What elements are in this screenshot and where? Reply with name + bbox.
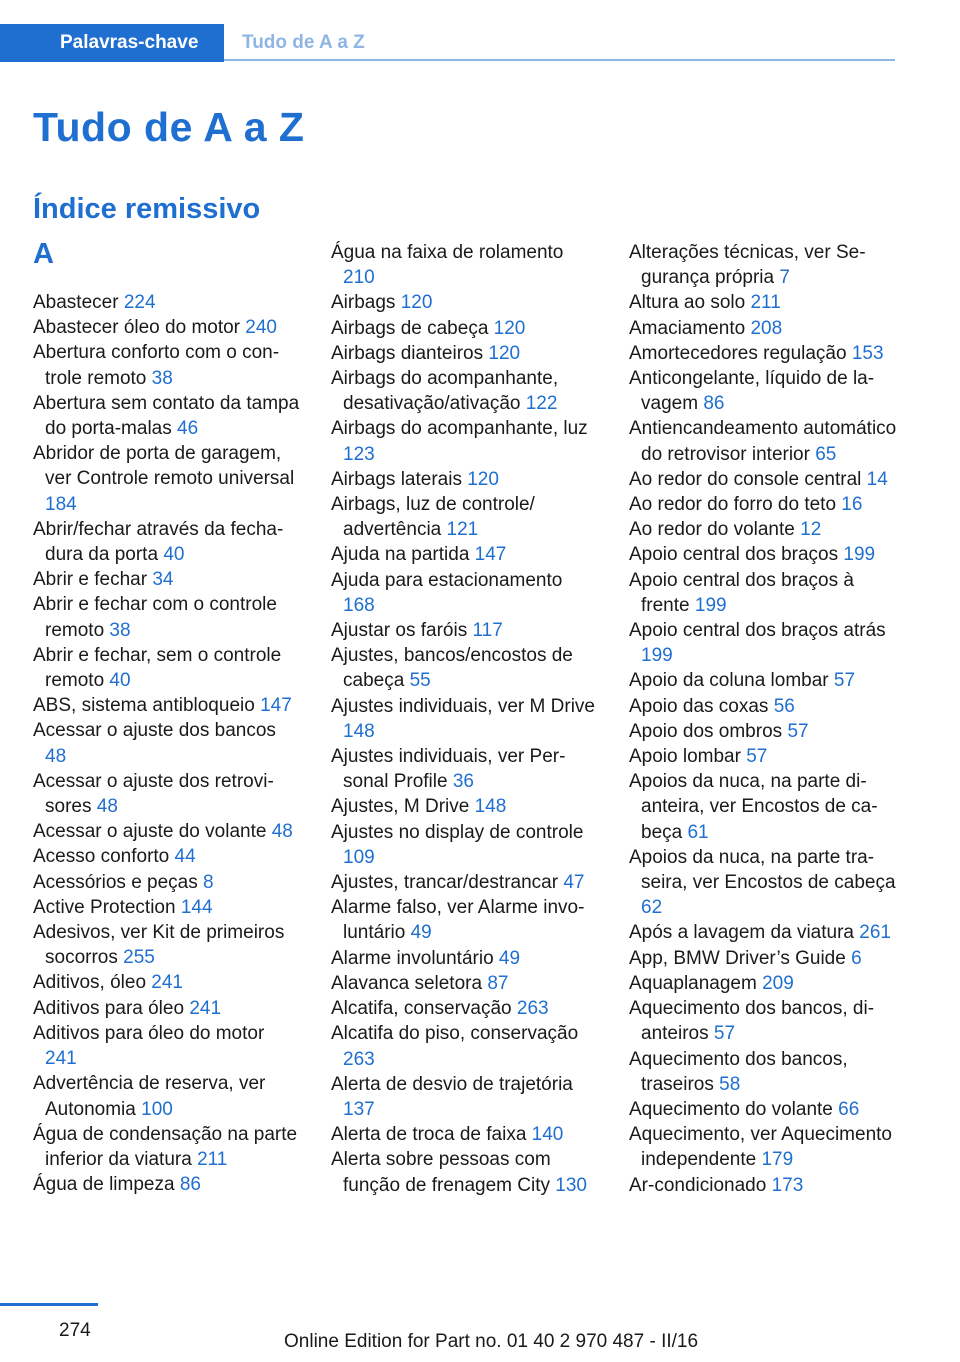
- edition-text: Online Edition for Part no. 01 40 2 970 487 - II/16: [284, 1331, 699, 1352]
- index-entry[interactable]: [629, 1047, 897, 1097]
- index-entry[interactable]: [629, 366, 897, 416]
- entry-page-link[interactable]: 120: [493, 317, 526, 339]
- entry-page-link[interactable]: 38: [151, 367, 173, 389]
- index-entry[interactable]: [331, 1072, 599, 1122]
- entry-term: Airbags de cabeça: [331, 317, 489, 339]
- entry-term: Ao redor do volante: [629, 519, 795, 541]
- index-entry[interactable]: [331, 240, 599, 290]
- entry-term: Abastecer óleo do motor: [33, 317, 241, 339]
- index-entry[interactable]: [629, 996, 897, 1046]
- entry-term: Aditivos para óleo do motor: [33, 1022, 265, 1044]
- entry-page-link[interactable]: 224: [123, 292, 156, 313]
- index-entry[interactable]: [33, 441, 301, 517]
- index-entry[interactable]: [331, 618, 599, 643]
- entry-term: Airbags: [331, 292, 396, 314]
- entry-term: Apoios da nuca, na parte traseira, ver Encostos de cabeça: [629, 846, 896, 894]
- index-entry[interactable]: [629, 1173, 897, 1198]
- entry-page-link[interactable]: 140: [531, 1124, 564, 1146]
- page-title: Tudo de A a Z: [33, 104, 305, 150]
- index-entry[interactable]: [331, 416, 599, 466]
- header-tab-bar: [0, 24, 895, 62]
- entry-page-link[interactable]: 6: [851, 947, 862, 969]
- index-entry[interactable]: [331, 366, 599, 416]
- entry-term: Aditivos, óleo: [33, 972, 147, 994]
- entry-term: Alerta sobre pessoas com função de frenagem City: [331, 1149, 551, 1196]
- entry-term: Ajustar os faróis: [331, 620, 468, 642]
- index-entry[interactable]: [629, 1122, 897, 1172]
- entry-term: ABS, sistema antibloqueio: [33, 695, 255, 717]
- entry-page-link[interactable]: 40: [163, 544, 185, 566]
- tab-tudo-de-a-a-z[interactable]: Tudo de A a Z: [242, 32, 365, 53]
- entry-page-link[interactable]: 261: [859, 922, 891, 944]
- index-entry[interactable]: [33, 517, 301, 567]
- entry-page-link[interactable]: 168: [343, 594, 375, 616]
- entry-page-link[interactable]: 12: [800, 519, 822, 541]
- entry-term: Acessar o ajuste dos bancos: [33, 720, 276, 742]
- entry-term: Abridor de porta de garagem, ver Controle remoto universal: [33, 443, 295, 490]
- index-entry[interactable]: [33, 1071, 301, 1121]
- entry-page-link[interactable]: 40: [109, 670, 131, 692]
- header-divider: [224, 59, 895, 61]
- index-entry[interactable]: [629, 668, 897, 693]
- entry-term: Antiencandeamento automático do retrovisor interior: [629, 418, 897, 465]
- index-entry[interactable]: [33, 1021, 301, 1071]
- index-entry[interactable]: [33, 895, 301, 920]
- index-entry[interactable]: [33, 643, 301, 693]
- entry-term: Abrir e fechar com o controle remoto: [33, 594, 277, 641]
- entry-term: Acessar o ajuste do volante: [33, 821, 267, 843]
- entry-term: Aquaplanagem: [629, 972, 757, 994]
- entry-page-link[interactable]: 210: [343, 267, 375, 289]
- entry-term: Água na faixa de rolamento: [331, 242, 564, 263]
- entry-page-link[interactable]: 147: [260, 695, 292, 717]
- entry-page-link[interactable]: 179: [761, 1149, 794, 1171]
- entry-term: Abrir e fechar: [33, 569, 148, 591]
- entry-term: Após a lavagem da viatura: [629, 922, 854, 944]
- entry-term: Apoio da coluna lombar: [629, 670, 829, 692]
- entry-page-link[interactable]: 38: [109, 619, 131, 641]
- index-entry[interactable]: [33, 391, 301, 441]
- index-entry[interactable]: [331, 946, 599, 971]
- index-entry[interactable]: [331, 744, 599, 794]
- entry-term: Alarme falso, ver Alarme involuntário: [331, 897, 585, 944]
- entry-term: Apoio central dos braços à frente: [629, 569, 854, 616]
- entry-page-link[interactable]: 56: [773, 695, 795, 717]
- entry-page-link[interactable]: 153: [851, 342, 884, 364]
- entry-term: Alerta de troca de faixa: [331, 1124, 527, 1146]
- index-entry[interactable]: [33, 693, 301, 718]
- entry-term: Ajustes no display de controle: [331, 821, 584, 843]
- entry-term: Água de condensação na parte inferior da viatura: [33, 1123, 298, 1170]
- index-entry[interactable]: [33, 340, 301, 390]
- index-column-1: [33, 290, 301, 1197]
- entry-page-link[interactable]: 49: [498, 947, 521, 969]
- index-entry[interactable]: [629, 920, 897, 945]
- entry-page-link[interactable]: 57: [833, 670, 856, 692]
- index-entry[interactable]: [33, 844, 301, 869]
- entry-term: Ajuda para estacionamento: [331, 569, 563, 591]
- index-entry[interactable]: [33, 996, 301, 1021]
- entry-term: Abertura sem contato da tampa do porta-malas: [33, 392, 300, 440]
- index-entry[interactable]: [629, 492, 897, 517]
- index-entry[interactable]: [33, 567, 301, 592]
- entry-term: Alavanca seletora: [331, 972, 483, 994]
- entry-term: Alcatifa do piso, conservação: [331, 1023, 579, 1045]
- entry-term: Apoio central dos braços: [629, 544, 839, 566]
- index-entry[interactable]: [629, 744, 897, 769]
- entry-term: Apoios da nuca, na parte dianteira, ver Encostos de cabeça: [629, 771, 878, 843]
- index-entry[interactable]: [331, 542, 599, 567]
- entry-page-link[interactable]: 55: [409, 670, 431, 692]
- entry-term: Apoio dos ombros: [629, 720, 783, 742]
- entry-page-link[interactable]: 199: [843, 544, 876, 566]
- entry-page-link[interactable]: 209: [762, 972, 794, 994]
- entry-term: Ao redor do console central: [629, 468, 862, 490]
- entry-page-link[interactable]: 57: [713, 1023, 736, 1045]
- entry-page-link[interactable]: 121: [446, 519, 479, 541]
- entry-page-link[interactable]: 240: [245, 317, 277, 339]
- entry-page-link[interactable]: 120: [467, 468, 499, 490]
- entry-term: Airbags do acompanhante, luz: [331, 418, 588, 440]
- entry-term: Ajustes, trancar/destrancar: [331, 872, 559, 894]
- entry-page-link[interactable]: 130: [555, 1174, 587, 1196]
- index-entry[interactable]: [629, 341, 897, 366]
- entry-term: Ao redor do forro do teto: [629, 494, 837, 516]
- entry-page-link[interactable]: 241: [45, 1048, 77, 1070]
- index-entry[interactable]: [331, 971, 599, 996]
- index-entry[interactable]: [629, 1097, 897, 1122]
- entry-term: Aquecimento dos bancos, dianteiros: [629, 998, 875, 1045]
- index-entry[interactable]: [629, 316, 897, 341]
- entry-term: Ajuda na partida: [331, 544, 470, 566]
- entry-page-link[interactable]: 48: [45, 745, 67, 767]
- index-entry[interactable]: [629, 694, 897, 719]
- entry-term: Abastecer: [33, 292, 119, 313]
- entry-page-link[interactable]: 241: [189, 997, 222, 1019]
- entry-page-link[interactable]: 57: [746, 746, 768, 768]
- index-entry[interactable]: [331, 870, 599, 895]
- index-entry[interactable]: [331, 341, 599, 366]
- index-column-3: [629, 240, 897, 1198]
- entry-page-link[interactable]: 263: [343, 1048, 375, 1070]
- entry-term: Apoio central dos braços atrás: [629, 620, 886, 642]
- entry-page-link[interactable]: 49: [410, 922, 432, 944]
- entry-page-link[interactable]: 16: [841, 494, 863, 516]
- index-entry[interactable]: [331, 820, 599, 870]
- index-entry[interactable]: [331, 467, 599, 492]
- index-entry[interactable]: [33, 1172, 301, 1197]
- entry-page-link[interactable]: 58: [719, 1073, 741, 1095]
- entry-term: Advertência de reserva, ver Autonomia: [33, 1073, 266, 1120]
- entry-page-link[interactable]: 65: [815, 443, 837, 465]
- entry-page-link[interactable]: 120: [488, 342, 521, 364]
- entry-page-link[interactable]: 87: [487, 972, 509, 994]
- entry-term: Airbags laterais: [331, 468, 462, 490]
- index-entry[interactable]: [629, 290, 897, 315]
- entry-page-link[interactable]: 147: [474, 544, 507, 566]
- index-entry[interactable]: [331, 1122, 599, 1147]
- index-entry[interactable]: [629, 416, 897, 466]
- index-entry[interactable]: [629, 568, 897, 618]
- entry-page-link[interactable]: 47: [563, 872, 585, 894]
- entry-term: Abrir e fechar, sem o controle remoto: [33, 644, 282, 692]
- index-entry[interactable]: [33, 315, 301, 340]
- index-entry[interactable]: [33, 1122, 301, 1172]
- entry-term: Apoio das coxas: [629, 695, 769, 717]
- entry-page-link[interactable]: 57: [787, 720, 809, 742]
- index-entry[interactable]: [331, 1021, 599, 1071]
- entry-page-link[interactable]: 263: [516, 998, 549, 1020]
- index-entry[interactable]: [629, 517, 897, 542]
- entry-term: Alerta de desvio de trajetória: [331, 1073, 573, 1095]
- entry-page-link[interactable]: 208: [750, 317, 783, 339]
- entry-term: Água de limpeza: [33, 1174, 175, 1196]
- index-entry[interactable]: [33, 819, 301, 844]
- entry-term: Acessórios e peças: [33, 871, 198, 893]
- index-column-2: [331, 240, 599, 1198]
- index-entry[interactable]: [33, 718, 301, 768]
- index-entry[interactable]: [629, 467, 897, 492]
- entry-term: Airbags dianteiros: [331, 342, 484, 364]
- entry-term: App, BMW Driver’s Guide: [629, 947, 846, 969]
- entry-page-link[interactable]: 61: [687, 821, 709, 843]
- index-entry[interactable]: [629, 946, 897, 971]
- index-entry[interactable]: [33, 592, 301, 642]
- index-entry[interactable]: [331, 895, 599, 945]
- index-entry[interactable]: [331, 694, 599, 744]
- index-entry[interactable]: [629, 240, 897, 290]
- entry-term: Ajustes individuais, ver Personal Profile: [331, 746, 566, 793]
- entry-page-link[interactable]: 48: [271, 821, 293, 843]
- entry-page-link[interactable]: 48: [96, 796, 118, 818]
- index-entry[interactable]: [331, 643, 599, 693]
- entry-term: Adesivos, ver Kit de primeiros socorros: [33, 922, 285, 969]
- entry-term: Ar-condicionado: [629, 1174, 767, 1196]
- footer-rule: [0, 1303, 98, 1306]
- entry-page-link[interactable]: 122: [525, 393, 558, 415]
- entry-term: Amaciamento: [629, 317, 746, 339]
- entry-page-link[interactable]: 36: [452, 771, 474, 793]
- entry-page-link[interactable]: 44: [174, 846, 196, 868]
- entry-page-link[interactable]: 86: [703, 393, 725, 415]
- index-entry[interactable]: [33, 970, 301, 995]
- entry-page-link[interactable]: 8: [203, 871, 214, 893]
- index-entry[interactable]: [331, 794, 599, 819]
- entry-page-link[interactable]: 34: [152, 569, 174, 591]
- entry-page-link[interactable]: 86: [179, 1174, 201, 1196]
- entry-term: Abrir/fechar através da fechadura da porta: [33, 518, 284, 566]
- index-entry[interactable]: [331, 568, 599, 618]
- entry-term: Acessar o ajuste dos retrovisores: [33, 770, 274, 818]
- entry-page-link[interactable]: 184: [45, 493, 77, 515]
- entry-page-link[interactable]: 173: [771, 1174, 804, 1196]
- entry-term: Aquecimento dos bancos, traseiros: [629, 1048, 848, 1095]
- tab-palavras-chave[interactable]: Palavras-chave: [0, 24, 224, 62]
- entry-page-link[interactable]: 144: [180, 896, 213, 918]
- entry-term: Altura ao solo: [629, 292, 746, 314]
- entry-term: Alterações técnicas, ver Segurança própria: [629, 242, 866, 289]
- index-entry[interactable]: [629, 719, 897, 744]
- entry-page-link[interactable]: 211: [197, 1148, 228, 1170]
- entry-page-link[interactable]: 100: [141, 1098, 173, 1120]
- section-title: Índice remissivo: [33, 193, 261, 225]
- index-entry[interactable]: [33, 290, 301, 315]
- index-entry[interactable]: [629, 542, 897, 567]
- index-entry[interactable]: [33, 769, 301, 819]
- page-number: 274: [59, 1320, 91, 1341]
- entry-page-link[interactable]: 117: [472, 620, 503, 642]
- entry-page-link[interactable]: 211: [750, 292, 781, 314]
- entry-term: Aquecimento, ver Aquecimento independente: [629, 1124, 892, 1171]
- entry-page-link[interactable]: 241: [151, 972, 183, 994]
- entry-term: Ajustes individuais, ver M Drive: [331, 695, 595, 717]
- index-entry[interactable]: [33, 920, 301, 970]
- entry-term: Airbags do acompanhante, desativação/ativação: [331, 368, 559, 415]
- index-entry[interactable]: [629, 845, 897, 921]
- entry-term: Active Protection: [33, 896, 176, 918]
- entry-term: Ajustes, bancos/encostos de cabeça: [331, 645, 573, 692]
- index-entry[interactable]: [629, 618, 897, 668]
- entry-page-link[interactable]: 137: [343, 1098, 375, 1120]
- entry-term: Aquecimento do volante: [629, 1098, 833, 1120]
- entry-term: Acesso conforto: [33, 846, 170, 868]
- entry-term: Alcatifa, conservação: [331, 998, 512, 1020]
- entry-page-link[interactable]: 199: [641, 645, 673, 667]
- index-entry[interactable]: [331, 290, 599, 315]
- index-entry[interactable]: [629, 971, 897, 996]
- entry-term: Ajustes, M Drive: [331, 796, 470, 818]
- entry-page-link[interactable]: 120: [400, 292, 433, 314]
- entry-term: Airbags, luz de controle/ advertência: [331, 494, 535, 541]
- entry-term: Aditivos para óleo: [33, 997, 185, 1019]
- entry-term: Amortecedores regulação: [629, 342, 847, 364]
- entry-page-link[interactable]: 109: [343, 846, 375, 868]
- index-entry[interactable]: [331, 492, 599, 542]
- index-letter-heading: A: [33, 238, 54, 270]
- entry-page-link[interactable]: 255: [123, 947, 155, 969]
- entry-page-link[interactable]: 123: [343, 443, 375, 465]
- entry-term: Abertura conforto com o controle remoto: [33, 342, 280, 389]
- index-entry[interactable]: [331, 316, 599, 341]
- entry-page-link[interactable]: 199: [694, 594, 727, 616]
- entry-page-link[interactable]: 148: [343, 720, 375, 742]
- entry-page-link[interactable]: 62: [641, 897, 663, 919]
- entry-page-link[interactable]: 46: [177, 418, 199, 440]
- entry-term: Apoio lombar: [629, 746, 741, 768]
- index-entry[interactable]: [33, 870, 301, 895]
- entry-term: Anticongelante, líquido de lavagem: [629, 368, 875, 415]
- entry-term: Alarme involuntário: [331, 947, 494, 969]
- entry-page-link[interactable]: 148: [474, 796, 507, 818]
- index-entry[interactable]: [331, 996, 599, 1021]
- entry-page-link[interactable]: 14: [866, 468, 888, 490]
- index-entry[interactable]: [331, 1147, 599, 1197]
- entry-page-link[interactable]: 66: [838, 1098, 860, 1120]
- entry-page-link[interactable]: 7: [779, 267, 790, 289]
- index-entry[interactable]: [629, 769, 897, 845]
